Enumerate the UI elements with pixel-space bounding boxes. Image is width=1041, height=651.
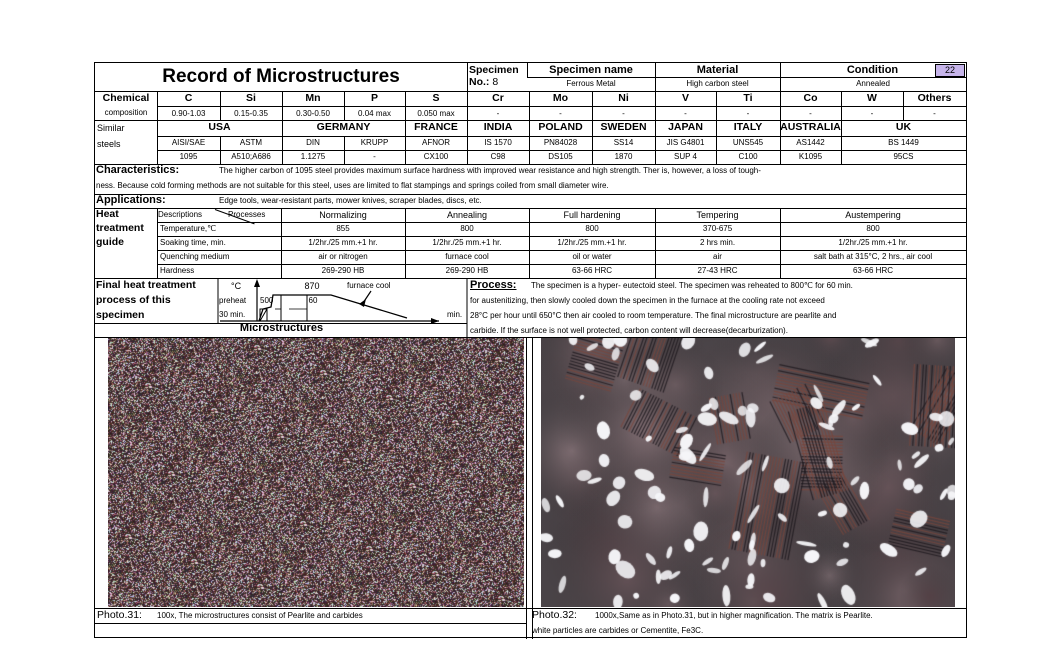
condition-label: Condition bbox=[846, 64, 899, 76]
standard: AFNOR bbox=[422, 138, 450, 147]
ht-value: 1/2hr./25 mm.+1 hr. bbox=[308, 238, 378, 247]
grid-line bbox=[592, 120, 593, 164]
ht-value: salt bath at 315°C, 2 hrs., air cool bbox=[813, 252, 933, 261]
ht-value: 1/2hr./25 mm.+1 hr. bbox=[838, 238, 908, 247]
country-usa: USA bbox=[208, 121, 231, 133]
grid-line bbox=[716, 120, 717, 164]
standard: ASTM bbox=[239, 138, 263, 147]
grid-line bbox=[467, 63, 468, 91]
material-label: Material bbox=[696, 64, 739, 76]
composition-value: 0.90-1.03 bbox=[171, 109, 206, 118]
composition-value: - bbox=[559, 109, 562, 118]
grid-line bbox=[95, 623, 526, 624]
grid-line bbox=[527, 63, 528, 77]
corner-processes: Processes bbox=[228, 210, 266, 219]
grid-line bbox=[527, 77, 966, 78]
grid-line bbox=[157, 236, 966, 237]
element-cr: Cr bbox=[492, 92, 504, 104]
process-line-2: for austenitizing, then slowly cooled down the specimen in the furnace at the cooling rate not exceed bbox=[470, 296, 825, 305]
grade: 1.1275 bbox=[300, 152, 326, 161]
process-tempering: Tempering bbox=[696, 210, 739, 220]
grid-line bbox=[282, 120, 283, 164]
ht-value: 1/2hr./25 mm.+1 hr. bbox=[557, 238, 627, 247]
condition-value: Annealed bbox=[856, 79, 890, 88]
standard: IS 1570 bbox=[484, 138, 512, 147]
specimen-no-value: 8 bbox=[492, 76, 499, 88]
cooling-label: furnace cool bbox=[347, 281, 391, 290]
element-mn: Mn bbox=[305, 92, 321, 104]
element-others: Others bbox=[917, 92, 952, 104]
grid-line bbox=[95, 337, 966, 338]
grid-line bbox=[95, 120, 966, 121]
process-label: Process: bbox=[470, 279, 517, 291]
process-normalizing: Normalizing bbox=[319, 210, 367, 220]
photo-31-label: Photo.31: bbox=[97, 609, 142, 621]
country-germany: GERMANY bbox=[316, 121, 371, 133]
grid-line bbox=[95, 164, 966, 165]
standard: SS14 bbox=[613, 138, 634, 147]
characteristics-line-2: ness. Because cold forming methods are not suitable for this steel, uses are limited to flat stampings and springs coiled from small diameter wire. bbox=[96, 181, 609, 190]
specimen-no-label: Specimen No.: 8 bbox=[469, 64, 519, 88]
photo-32-label: Photo.32: bbox=[532, 609, 577, 621]
heat-treatment-label-1: Heat bbox=[96, 208, 119, 220]
applications-label: Applications: bbox=[96, 194, 166, 206]
composition-value: - bbox=[870, 109, 874, 118]
element-p: P bbox=[370, 92, 378, 104]
composition-value: - bbox=[684, 109, 687, 118]
element-ni: Ni bbox=[618, 92, 629, 104]
standard: KRUPP bbox=[360, 138, 389, 147]
composition-label-bottom: composition bbox=[104, 108, 148, 117]
preheat-label: preheat bbox=[219, 296, 247, 305]
page-number-badge: 22 bbox=[935, 64, 965, 77]
country-australia: AUSTRALIA bbox=[780, 121, 841, 133]
page-title: Record of Microstructures bbox=[162, 66, 400, 87]
ht-value: 63-66 HRC bbox=[571, 266, 612, 275]
standard: PN84028 bbox=[543, 138, 578, 147]
grid-line bbox=[405, 120, 406, 164]
photo-31-micrograph bbox=[108, 337, 524, 607]
grade: DS105 bbox=[548, 152, 573, 161]
grade: K1095 bbox=[798, 152, 823, 161]
ht-value: 800 bbox=[866, 224, 880, 233]
standard: AISI/SAE bbox=[171, 138, 206, 147]
grid-line bbox=[95, 208, 966, 209]
grid-line bbox=[157, 91, 158, 164]
preheat-temperature: 500 bbox=[260, 296, 274, 305]
composition-value: 0.15-0.35 bbox=[234, 109, 268, 118]
ht-value: 800 bbox=[585, 224, 599, 233]
specimen-name-label: Specimen name bbox=[549, 64, 633, 76]
photo-31-caption: 100x, The microstructures consist of Pearlite and carbides bbox=[157, 611, 363, 620]
ht-value: 269-290 HB bbox=[445, 266, 489, 275]
element-v: V bbox=[681, 92, 689, 104]
grade: 1095 bbox=[179, 152, 198, 161]
element-ti: Ti bbox=[743, 92, 753, 104]
ht-value: 2 hrs min. bbox=[699, 238, 736, 247]
ht-value: air or nitrogen bbox=[318, 252, 368, 261]
ht-value: air bbox=[713, 252, 722, 261]
photo-32-caption-line-2: white particles are carbides or Cementite, Fe3C. bbox=[532, 626, 704, 635]
peak-temperature: 870 bbox=[304, 281, 320, 291]
grid-line bbox=[281, 208, 282, 278]
ht-row-label: Quenching medium bbox=[160, 252, 230, 261]
country-india: INDIA bbox=[483, 121, 513, 133]
grid-line bbox=[95, 194, 966, 195]
ht-value: 27-43 HRC bbox=[697, 266, 738, 275]
ht-value: 63-66 HRC bbox=[852, 266, 893, 275]
ht-value: 800 bbox=[460, 224, 474, 233]
grid-line bbox=[157, 136, 966, 137]
country-sweden: SWEDEN bbox=[600, 121, 647, 133]
grid-line bbox=[841, 120, 842, 164]
composition-value: - bbox=[809, 109, 812, 118]
grid-line bbox=[467, 120, 468, 164]
microstructures-label: Microstructures bbox=[239, 322, 324, 334]
element-s: S bbox=[432, 92, 440, 104]
composition-label-top: Chemical bbox=[102, 92, 150, 104]
final-treatment-label-2: process of this bbox=[96, 294, 171, 306]
ht-row-label: Hardness bbox=[160, 266, 195, 275]
corner-descriptions: Descriptions bbox=[158, 210, 203, 219]
process-full-hardening: Full hardening bbox=[563, 210, 621, 220]
grid-line bbox=[95, 323, 467, 324]
similar-label-top: Similar bbox=[97, 123, 125, 133]
ht-value: oil or water bbox=[572, 252, 612, 261]
grade: A510;A686 bbox=[231, 152, 271, 161]
ht-row-label: Soaking time, min. bbox=[160, 238, 226, 247]
grade: 1870 bbox=[614, 152, 633, 161]
grid-line bbox=[780, 120, 781, 164]
process-line-1: The specimen is a hyper- eutectoid steel. The specimen was reheated to 800℃ for 60 min. bbox=[531, 281, 853, 290]
grade: - bbox=[373, 152, 376, 161]
country-uk: UK bbox=[895, 121, 912, 133]
composition-value: 0.04 max bbox=[358, 109, 391, 118]
grid-line bbox=[157, 222, 966, 223]
specimen-name-value: Ferrous Metal bbox=[566, 79, 616, 88]
final-treatment-label-3: specimen bbox=[96, 309, 145, 321]
standard: UNS545 bbox=[732, 138, 764, 147]
grid-line bbox=[655, 208, 656, 278]
process-austempering: Austempering bbox=[845, 210, 901, 220]
composition-value: - bbox=[933, 109, 936, 118]
axis-unit-time: min. bbox=[447, 310, 463, 319]
country-france: FRANCE bbox=[414, 121, 458, 133]
composition-value: 0.30-0.50 bbox=[296, 109, 330, 118]
grade: C98 bbox=[490, 152, 506, 161]
ht-value: 269-290 HB bbox=[321, 266, 365, 275]
grid-line bbox=[526, 337, 527, 639]
element-w: W bbox=[867, 92, 877, 104]
ht-value: 370-675 bbox=[702, 224, 733, 233]
element-si: Si bbox=[246, 92, 256, 104]
heat-treatment-label-2: treatment bbox=[96, 222, 144, 234]
process-line-3: 28°C per hour until 650°C then air cooled to room temperature. The final microstructure are pearlite and bbox=[470, 311, 837, 320]
ht-value: 855 bbox=[336, 224, 350, 233]
grid-line bbox=[157, 150, 966, 151]
country-japan: JAPAN bbox=[668, 121, 703, 133]
composition-value: - bbox=[496, 109, 500, 118]
grade: C100 bbox=[738, 152, 758, 161]
ht-value: 1/2hr./25 mm.+1 hr. bbox=[432, 238, 502, 247]
composition-value: - bbox=[622, 109, 625, 118]
grid-line bbox=[529, 208, 530, 278]
photo-32-caption-line-1: 1000x,Same as in Photo.31, but in higher magnification. The matrix is Pearlite. bbox=[595, 611, 873, 620]
element-c: C bbox=[184, 92, 193, 104]
characteristics-line-1: The higher carbon of 1095 steel provides maximum surface hardness with improved wear resistance and high strength. Ther is, however, a loss of tough- bbox=[219, 166, 761, 175]
element-co: Co bbox=[803, 92, 818, 104]
grid-line bbox=[529, 120, 530, 164]
preheat-time: 30 min. bbox=[219, 310, 246, 319]
photo-32-micrograph bbox=[541, 337, 955, 607]
soak-time: 60 bbox=[308, 296, 318, 305]
grid-line bbox=[532, 337, 533, 639]
grid-line bbox=[344, 136, 345, 164]
grid-line bbox=[655, 120, 656, 164]
grid-line bbox=[405, 208, 406, 278]
microstructure-record-sheet bbox=[94, 62, 967, 638]
standard: AS1442 bbox=[796, 138, 825, 147]
grid-line bbox=[157, 208, 158, 278]
final-treatment-label-1: Final heat treatment bbox=[96, 279, 196, 291]
grid-line bbox=[157, 264, 966, 265]
axis-unit-temperature: °C bbox=[231, 281, 242, 291]
country-italy: ITALY bbox=[733, 121, 763, 133]
applications-text: Edge tools, wear-resistant parts, mower knives, scraper blades, discs, etc. bbox=[219, 196, 482, 205]
country-poland: POLAND bbox=[538, 121, 583, 133]
grid-line bbox=[220, 136, 221, 164]
heat-treatment-label-3: guide bbox=[96, 236, 124, 248]
material-value: High carbon steel bbox=[686, 79, 749, 88]
ht-value: furnace cool bbox=[445, 252, 489, 261]
grid-line bbox=[95, 608, 966, 609]
standard: JIS G4801 bbox=[666, 138, 705, 147]
grade: CX100 bbox=[423, 152, 449, 161]
ht-row-label: Temperature,℃ bbox=[160, 224, 217, 233]
grid-line bbox=[157, 106, 966, 107]
standard: DIN bbox=[306, 138, 320, 147]
grid-line bbox=[95, 278, 966, 279]
characteristics-label: Characteristics: bbox=[96, 164, 180, 176]
process-annealing: Annealing bbox=[446, 210, 488, 220]
grid-line bbox=[780, 208, 781, 278]
similar-label-bottom: steels bbox=[97, 139, 121, 149]
grid-line bbox=[157, 250, 966, 251]
element-mo: Mo bbox=[552, 92, 569, 104]
composition-value: 0.050 max bbox=[417, 109, 455, 118]
grade: SUP 4 bbox=[674, 152, 697, 161]
composition-value: - bbox=[746, 109, 750, 118]
process-line-4: carbide. If the surface is not well protected, carbon content will decrease(decarburization). bbox=[470, 326, 788, 335]
standard: BS 1449 bbox=[888, 138, 919, 147]
grade: 95CS bbox=[893, 152, 914, 161]
grid-line bbox=[95, 91, 966, 92]
